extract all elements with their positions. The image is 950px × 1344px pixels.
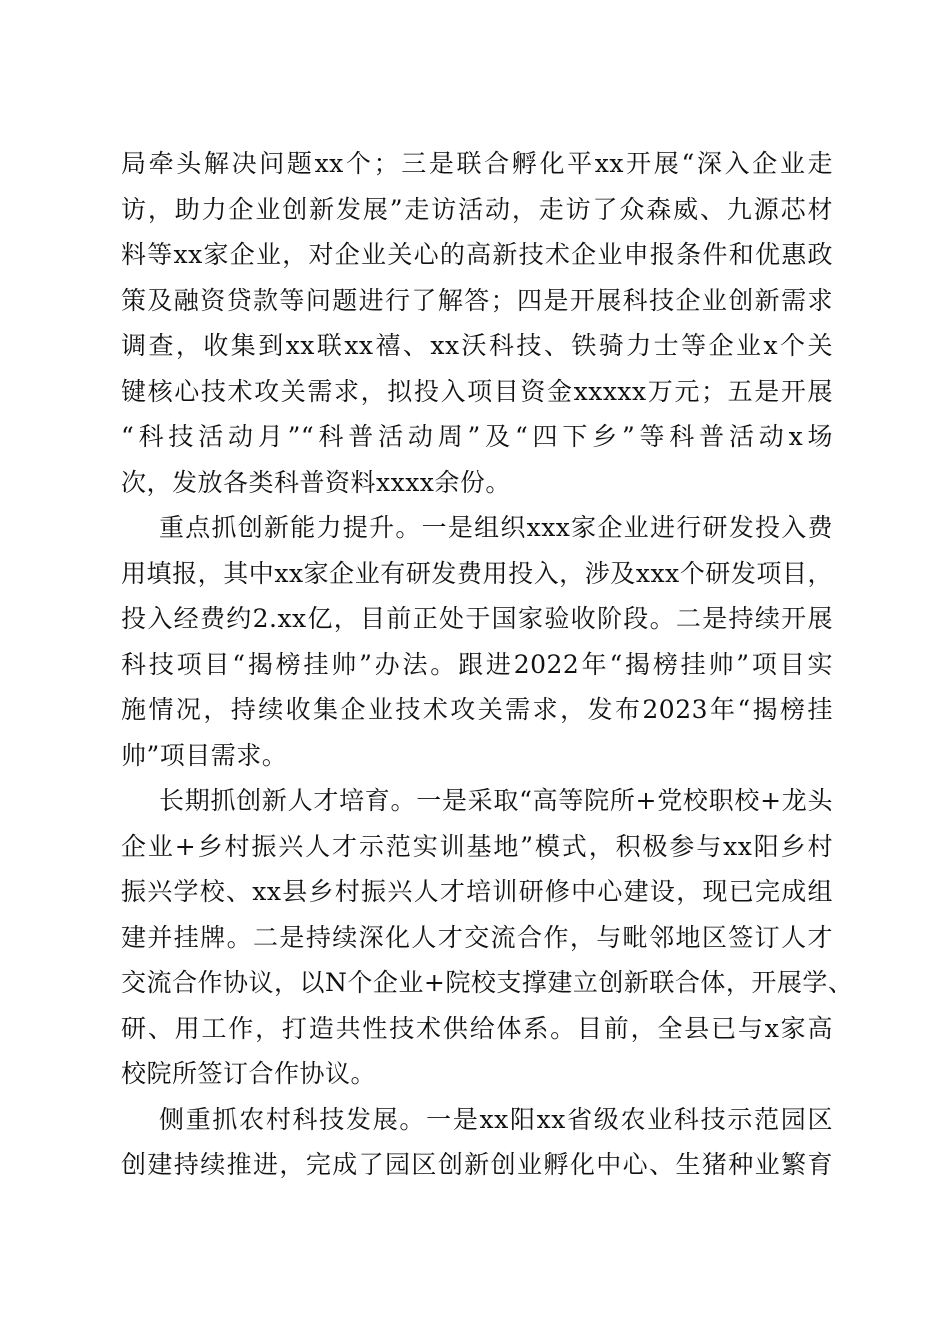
text-line: 帅”项目需求。: [121, 740, 288, 770]
text-line: 用填报，其中xx家企业有研发费用投入，涉及xxx个研发项目，: [121, 558, 833, 588]
text-line: 施情况，持续收集企业技术攻关需求，发布2023年“揭榜挂: [121, 695, 833, 724]
text-line: 访，助力企业创新发展”走访活动，走访了众森威、九源芯材: [121, 194, 833, 224]
paragraph-innovation-capability: [121, 505, 833, 778]
text-line: 投入经费约2.xx亿，目前正处于国家验收阶段。二是持续开展: [121, 604, 833, 633]
text-line: 局牵头解决问题xx个；三是联合孵化平xx开展“深入企业走: [121, 149, 833, 178]
text-line: 建并挂牌。二是持续深化人才交流合作，与毗邻地区签订人才: [121, 922, 833, 952]
text-line: 调查，收集到xx联xx禧、xx沃科技、铁骑力士等企业x个关: [121, 331, 833, 360]
text-line: 振兴学校、xx县乡村振兴人才培训研修中心建设，现已完成组: [121, 877, 833, 906]
text-line: 交流合作协议，以N个企业+院校支撑建立创新联合体，开展学、: [121, 968, 854, 997]
text-line: 重点抓创新能力提升。一是组织xxx家企业进行研发投入费: [159, 513, 833, 542]
paragraph-talent-cultivation: [121, 778, 854, 1097]
text-line: 研、用工作，打造共性技术供给体系。目前，全县已与x家高: [121, 1013, 833, 1043]
text-line: 键核心技术攻关需求，拟投入项目资金xxxxx万元；五是开展: [121, 376, 833, 406]
text-line: “科技活动月”“科普活动周”及“四下乡”等科普活动x场: [121, 422, 833, 451]
text-line: 校院所签订合作协议。: [121, 1059, 377, 1088]
text-line: 侧重抓农村科技发展。一是xx阳xx省级农业科技示范园区: [159, 1104, 833, 1134]
text-line: 创建持续推进，完成了园区创新创业孵化中心、生猪种业繁育: [121, 1150, 833, 1179]
paragraph-technology-activities: [121, 141, 833, 505]
text-line: 次，发放各类科普资料xxxx余份。: [121, 467, 511, 497]
paragraph-rural-technology: [121, 1097, 833, 1188]
text-line: 企业+乡村振兴人才示范实训基地”模式，积极参与xx阳乡村: [121, 831, 833, 861]
text-line: 长期抓创新人才培育。一是采取“高等院所+党校职校+龙头: [159, 786, 833, 815]
document-body: [121, 141, 854, 1188]
text-line: 科技项目“揭榜挂帅”办法。跟进2022年“揭榜挂帅”项目实: [121, 649, 833, 679]
text-line: 料等xx家企业，对企业关心的高新技术企业申报条件和优惠政: [121, 240, 833, 269]
text-line: 策及融资贷款等问题进行了解答；四是开展科技企业创新需求: [121, 285, 833, 315]
